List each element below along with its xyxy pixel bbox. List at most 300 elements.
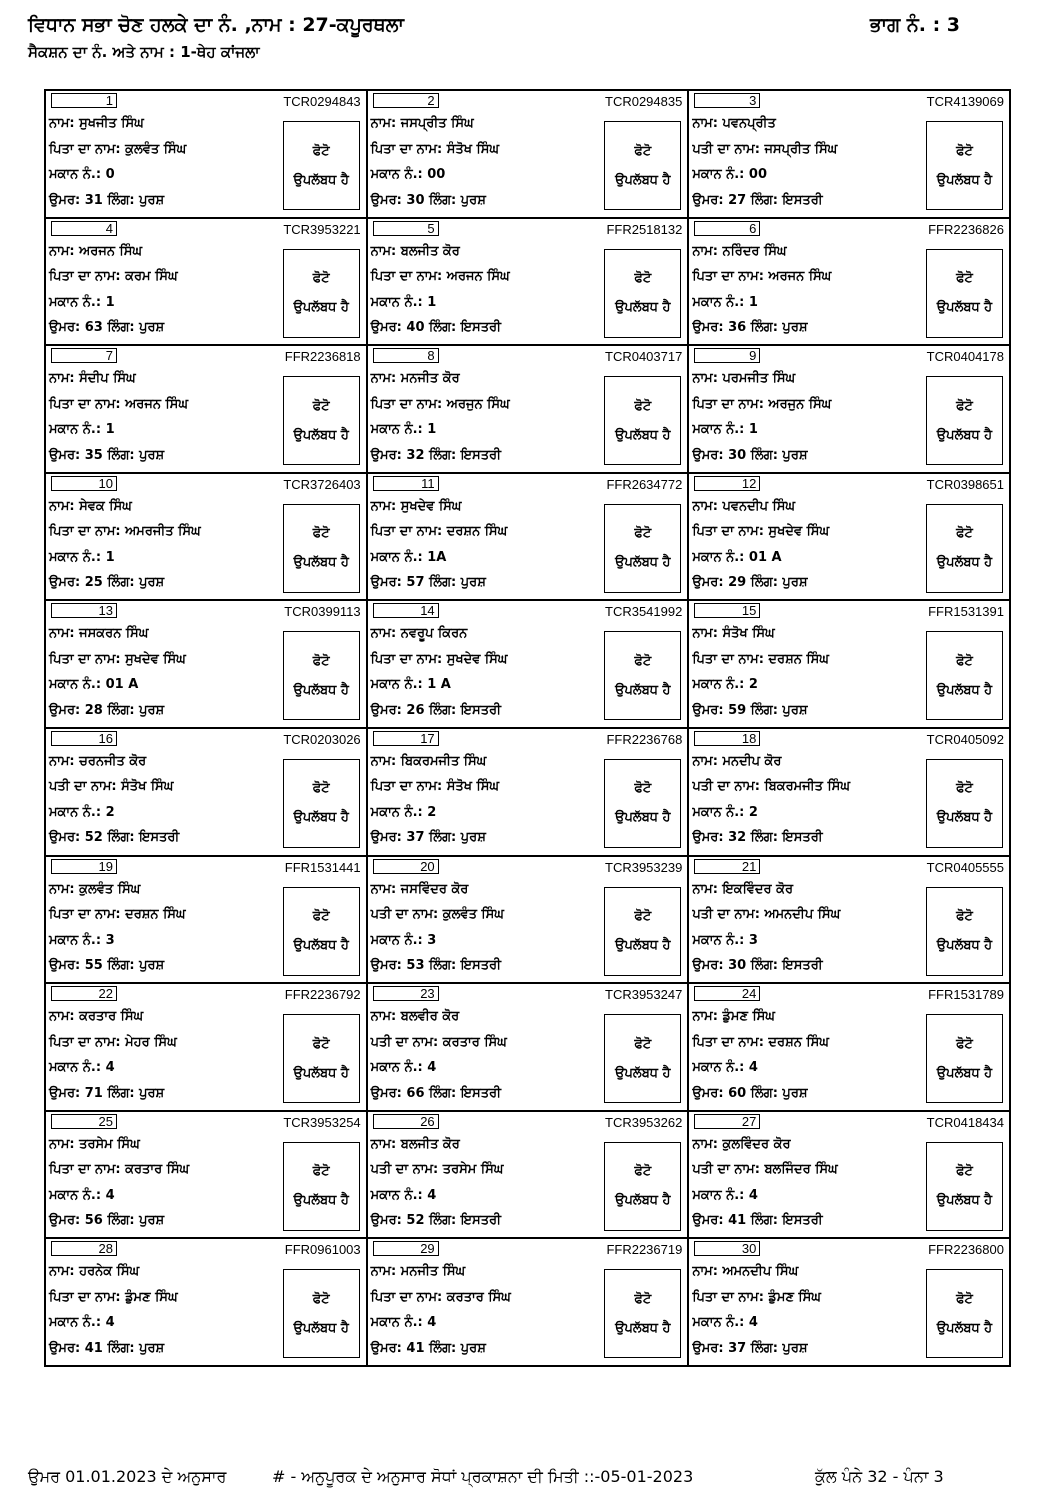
photo-label: ਫੋਟੋ (956, 526, 973, 542)
voter-card (45, 1111, 367, 1239)
photo-placeholder (604, 1269, 681, 1358)
epic-id: FFR1531441 (284, 859, 361, 875)
voter-name: ਨਾਮ: ਅਰਜਨ ਸਿੰਘ (49, 243, 143, 259)
voter-card (45, 600, 367, 728)
serial-number: 29 (373, 1241, 439, 1256)
photo-available-label: ਉਪਲੱਬਧ ਹੈ (615, 427, 671, 443)
photo-label: ਫੋਟੋ (634, 143, 652, 159)
house-number: ਮਕਾਨ ਨੰ.: 01 A (49, 677, 139, 693)
voter-name: ਨਾਮ: ਪਵਨਦੀਪ ਸਿੰਘ (692, 498, 796, 514)
photo-label: ਫੋਟੋ (312, 653, 330, 669)
house-number: ਮਕਾਨ ਨੰ.: 4 (49, 1187, 115, 1203)
relation-name: ਪਿਤਾ ਦਾ ਨਾਮ: ਦਰਸ਼ਨ ਸਿੰਘ (692, 651, 829, 667)
voter-card (367, 600, 689, 728)
voter-name: ਨਾਮ: ਜਸਕਰਨ ਸਿੰਘ (49, 626, 149, 642)
serial-number: 5 (373, 221, 439, 236)
serial-number: 15 (694, 603, 760, 618)
relation-name: ਪਿਤਾ ਦਾ ਨਾਮ: ਦਰਸ਼ਨ ਸਿੰਘ (692, 1034, 829, 1050)
voter-card (45, 728, 367, 856)
photo-label: ਫੋਟੋ (634, 1164, 652, 1180)
photo-available-label: ਉਪਲੱਬਧ ਹੈ (615, 1320, 671, 1336)
age-gender: ਉਮਰ: 30 ਲਿੰਗ: ਪੁਰਸ਼ (692, 447, 808, 463)
age-gender: ਉਮਰ: 27 ਲਿੰਗ: ਇਸਤਰੀ (692, 192, 823, 208)
serial-number: 27 (694, 1114, 760, 1129)
photo-available-label: ਉਪਲੱਬਧ ਹੈ (936, 810, 993, 826)
voter-name: ਨਾਮ: ਬਲਜੀਤ ਕੋਰ (370, 1136, 460, 1152)
photo-available-label: ਉਪਲੱਬਧ ਹੈ (293, 427, 349, 443)
age-gender: ਉਮਰ: 59 ਲਿੰਗ: ਪੁਰਸ਼ (692, 702, 808, 718)
photo-available-label: ਉਪਲੱਬਧ ਹੈ (293, 1193, 349, 1209)
photo-placeholder (926, 1142, 1003, 1231)
photo-label: ਫੋਟੋ (956, 271, 973, 287)
house-number: ਮਕਾਨ ਨੰ.: 1 (370, 422, 437, 438)
photo-label: ਫੋਟੋ (956, 653, 973, 669)
photo-available-label: ਉਪਲੱਬਧ ਹੈ (936, 427, 993, 443)
epic-id: FFR2634772 (606, 476, 683, 492)
epic-id: TCR3953254 (283, 1114, 361, 1130)
photo-available-label: ਉਪਲੱਬਧ ਹੈ (615, 682, 671, 698)
age-gender: ਉਮਰ: 56 ਲਿੰਗ: ਪੁਰਸ਼ (49, 1213, 165, 1229)
photo-available-label: ਉਪਲੱਬਧ ਹੈ (615, 810, 671, 826)
house-number: ਮਕਾਨ ਨੰ.: 4 (692, 1315, 758, 1331)
voter-card (367, 90, 689, 218)
voter-name: ਨਾਮ: ਸੁਖਦੇਵ ਸਿੰਘ (370, 498, 462, 514)
serial-number: 28 (51, 1241, 117, 1256)
age-gender: ਉਮਰ: 41 ਲਿੰਗ: ਇਸਤਰੀ (692, 1213, 823, 1229)
voter-name: ਨਾਮ: ਜਸਵਿੰਦਰ ਕੋਰ (370, 881, 469, 897)
voter-name: ਨਾਮ: ਮਨਜੀਤ ਸਿੰਘ (370, 1264, 466, 1280)
age-gender: ਉਮਰ: 57 ਲਿੰਗ: ਪੁਰਸ਼ (370, 575, 486, 591)
epic-id: TCR0405092 (926, 731, 1004, 747)
voter-card (45, 473, 367, 601)
voter-name: ਨਾਮ: ਨਰਿੰਦਰ ਸਿੰਘ (692, 243, 787, 259)
epic-id: FFR0961003 (284, 1242, 361, 1258)
voter-card (367, 1111, 689, 1239)
house-number: ਮਕਾਨ ਨੰ.: 0 (49, 167, 115, 182)
house-number: ਮਕਾਨ ਨੰ.: 4 (370, 1187, 437, 1203)
serial-number: 9 (694, 348, 760, 363)
photo-placeholder (604, 759, 681, 848)
photo-available-label: ਉਪਲੱਬਧ ਹੈ (293, 810, 349, 826)
epic-id: FFR2518132 (606, 221, 683, 237)
epic-id: FFR1531789 (928, 987, 1004, 1003)
voter-name: ਨਾਮ: ਤਰਸੇਮ ਸਿੰਘ (49, 1136, 140, 1152)
voter-name: ਨਾਮ: ਪਰਮਜੀਤ ਸਿੰਘ (692, 371, 796, 387)
age-gender: ਉਮਰ: 26 ਲਿੰਗ: ਇਸਤਰੀ (370, 702, 502, 718)
section-title: ਸੈਕਸ਼ਨ ਦਾ ਨੰ. ਅਤੇ ਨਾਮ : 1-ਥੇਹ ਕਾਂਜਲਾ (28, 43, 260, 61)
serial-number: 1 (51, 93, 117, 108)
photo-available-label: ਉਪਲੱਬਧ ਹੈ (293, 1320, 349, 1336)
serial-number: 10 (51, 476, 117, 491)
photo-placeholder (604, 1142, 681, 1231)
relation-name: ਪਿਤਾ ਦਾ ਨਾਮ: ਸੁਖਦੇਵ ਸਿੰਘ (370, 651, 508, 667)
photo-available-label: ਉਪਲੱਬਧ ਹੈ (293, 682, 349, 698)
house-number: ਮਕਾਨ ਨੰ.: 2 (370, 804, 437, 820)
relation-name: ਪਿਤਾ ਦਾ ਨਾਮ: ਕੁਲਵੰਤ ਸਿੰਘ (49, 141, 187, 157)
photo-label: ਫੋਟੋ (312, 271, 330, 287)
voter-card (688, 90, 1010, 218)
house-number: ਮਕਾਨ ਨੰ.: 1 (49, 422, 115, 438)
relation-name: ਪਤੀ ਦਾ ਨਾਮ: ਬਿਕਰਮਜੀਤ ਸਿੰਘ (692, 779, 850, 795)
photo-available-label: ਉਪਲੱਬਧ ਹੈ (936, 1065, 993, 1081)
relation-name: ਪਿਤਾ ਦਾ ਨਾਮ: ਦਰਸ਼ਨ ਸਿੰਘ (370, 524, 508, 540)
photo-label: ਫੋਟੋ (956, 1164, 973, 1180)
epic-id: TCR0203026 (283, 731, 361, 747)
age-gender: ਉਮਰ: 41 ਲਿੰਗ: ਪੁਰਸ਼ (49, 1340, 165, 1356)
epic-id: TCR3953239 (605, 859, 683, 875)
age-gender: ਉਮਰ: 53 ਲਿੰਗ: ਇਸਤਰੀ (370, 958, 502, 974)
photo-placeholder (604, 249, 681, 338)
age-gender: ਉਮਰ: 71 ਲਿੰਗ: ਪੁਰਸ਼ (49, 1085, 165, 1101)
photo-label: ਫੋਟੋ (312, 398, 330, 414)
photo-placeholder (926, 376, 1003, 465)
age-reference-note: ਉਮਰ 01.01.2023 ਦੇ ਅਨੁਸਾਰ (28, 1467, 227, 1486)
voter-name: ਨਾਮ: ਬਲਜੀਤ ਕੋਰ (370, 243, 460, 259)
photo-placeholder (604, 1014, 681, 1103)
house-number: ਮਕਾਨ ਨੰ.: 1 (692, 422, 758, 438)
photo-label: ਫੋਟੋ (634, 781, 652, 797)
voter-card (367, 473, 689, 601)
photo-label: ਫੋਟੋ (312, 781, 330, 797)
voter-name: ਨਾਮ: ਜਸਪ੍ਰੀਤ ਸਿੰਘ (370, 116, 474, 131)
voter-name: ਨਾਮ: ਇਕਵਿੰਦਰ ਕੋਰ (692, 881, 794, 897)
epic-id: FFR2236818 (284, 349, 361, 365)
voter-card (45, 856, 367, 984)
photo-label: ਫੋਟੋ (956, 909, 973, 925)
relation-name: ਪਿਤਾ ਦਾ ਨਾਮ: ਸੁਖਦੇਵ ਸਿੰਘ (49, 651, 186, 667)
photo-placeholder (283, 121, 360, 210)
voter-name: ਨਾਮ: ਕੁਲਵਿੰਦਰ ਕੋਰ (692, 1136, 791, 1152)
photo-available-label: ਉਪਲੱਬਧ ਹੈ (293, 1065, 349, 1081)
photo-placeholder (926, 631, 1003, 720)
age-gender: ਉਮਰ: 41 ਲਿੰਗ: ਪੁਰਸ਼ (370, 1340, 486, 1356)
epic-id: TCR0403717 (605, 349, 683, 365)
house-number: ਮਕਾਨ ਨੰ.: 4 (370, 1315, 437, 1331)
serial-number: 3 (694, 93, 760, 108)
voter-name: ਨਾਮ: ਹਰਨੇਕ ਸਿੰਘ (49, 1264, 140, 1280)
house-number: ਮਕਾਨ ਨੰ.: 1 (49, 294, 115, 310)
age-gender: ਉਮਰ: 60 ਲਿੰਗ: ਪੁਰਸ਼ (692, 1085, 808, 1101)
age-gender: ਉਮਰ: 37 ਲਿੰਗ: ਪੁਰਸ਼ (692, 1340, 808, 1356)
photo-placeholder (926, 249, 1003, 338)
photo-available-label: ਉਪਲੱਬਧ ਹੈ (936, 300, 993, 316)
relation-name: ਪਤੀ ਦਾ ਨਾਮ: ਸੰਤੋਖ ਸਿੰਘ (49, 779, 174, 795)
epic-id: TCR3726403 (283, 476, 361, 492)
voter-name: ਨਾਮ: ਸੰਦੀਪ ਸਿੰਘ (49, 371, 136, 387)
relation-name: ਪਿਤਾ ਦਾ ਨਾਮ: ਕਰਮ ਸਿੰਘ (49, 269, 178, 285)
voter-card (45, 90, 367, 218)
voter-grid (44, 89, 1011, 1367)
house-number: ਮਕਾਨ ਨੰ.: 1 (692, 294, 758, 310)
photo-label: ਫੋਟੋ (634, 1291, 652, 1307)
epic-id: TCR0399113 (284, 604, 361, 620)
epic-id: FFR2236792 (284, 987, 361, 1003)
photo-placeholder (926, 887, 1003, 976)
photo-label: ਫੋਟੋ (634, 909, 652, 925)
house-number: ਮਕਾਨ ਨੰ.: 3 (49, 932, 115, 948)
voter-card (688, 983, 1010, 1111)
serial-number: 19 (51, 859, 117, 874)
age-gender: ਉਮਰ: 66 ਲਿੰਗ: ਇਸਤਰੀ (370, 1085, 502, 1101)
age-gender: ਉਮਰ: 29 ਲਿੰਗ: ਪੁਰਸ਼ (692, 575, 808, 591)
age-gender: ਉਮਰ: 52 ਲਿੰਗ: ਇਸਤਰੀ (370, 1213, 502, 1229)
serial-number: 13 (51, 603, 117, 618)
house-number: ਮਕਾਨ ਨੰ.: 1 (49, 549, 115, 565)
photo-label: ਫੋਟੋ (956, 143, 973, 159)
photo-placeholder (283, 376, 360, 465)
relation-name: ਪਿਤਾ ਦਾ ਨਾਮ: ਕਰਤਾਰ ਸਿੰਘ (370, 1289, 511, 1305)
epic-id: FFR2236826 (928, 221, 1004, 237)
serial-number: 23 (373, 986, 439, 1001)
serial-number: 16 (51, 731, 117, 746)
photo-available-label: ਉਪਲੱਬਧ ਹੈ (615, 555, 671, 571)
serial-number: 26 (373, 1114, 439, 1129)
relation-name: ਪਿਤਾ ਦਾ ਨਾਮ: ਮੇਹਰ ਸਿੰਘ (49, 1034, 177, 1050)
voter-name: ਨਾਮ: ਨਵਰੂਪ ਕਿਰਨ (370, 626, 468, 642)
voter-card (45, 345, 367, 473)
house-number: ਮਕਾਨ ਨੰ.: 3 (370, 932, 437, 948)
photo-label: ਫੋਟੋ (312, 1291, 330, 1307)
age-gender: ਉਮਰ: 37 ਲਿੰਗ: ਪੁਰਸ਼ (370, 830, 486, 846)
relation-name: ਪਿਤਾ ਦਾ ਨਾਮ: ਅਰਜੁਨ ਸਿੰਘ (692, 396, 832, 412)
voter-name: ਨਾਮ: ਪਵਨਪ੍ਰੀਤ (692, 116, 776, 131)
age-gender: ਉਮਰ: 32 ਲਿੰਗ: ਇਸਤਰੀ (370, 447, 502, 463)
photo-available-label: ਉਪਲੱਬਧ ਹੈ (293, 555, 349, 571)
photo-placeholder (283, 249, 360, 338)
serial-number: 12 (694, 476, 760, 491)
relation-name: ਪਤੀ ਦਾ ਨਾਮ: ਅਮਨਦੀਪ ਸਿੰਘ (692, 907, 841, 923)
photo-available-label: ਉਪਲੱਬਧ ਹੈ (936, 1320, 993, 1336)
voter-name: ਨਾਮ: ਅਮਨਦੀਪ ਸਿੰਘ (692, 1264, 799, 1280)
relation-name: ਪਿਤਾ ਦਾ ਨਾਮ: ਕਰਤਾਰ ਸਿੰਘ (49, 1162, 190, 1178)
age-gender: ਉਮਰ: 40 ਲਿੰਗ: ਇਸਤਰੀ (370, 320, 502, 336)
photo-placeholder (283, 759, 360, 848)
voter-card (367, 1238, 689, 1366)
relation-name: ਪਿਤਾ ਦਾ ਨਾਮ: ਦਰਸ਼ਨ ਸਿੰਘ (49, 907, 186, 923)
voter-card (367, 728, 689, 856)
epic-id: TCR0405555 (926, 859, 1004, 875)
voter-card (688, 856, 1010, 984)
epic-id: TCR0294835 (605, 94, 683, 109)
serial-number: 24 (694, 986, 760, 1001)
photo-label: ਫੋਟੋ (634, 398, 652, 414)
age-gender: ਉਮਰ: 35 ਲਿੰਗ: ਪੁਰਸ਼ (49, 447, 165, 463)
photo-placeholder (926, 1269, 1003, 1358)
house-number: ਮਕਾਨ ਨੰ.: 4 (692, 1187, 758, 1203)
voter-card (367, 983, 689, 1111)
photo-label: ਫੋਟੋ (634, 1036, 652, 1052)
serial-number: 14 (373, 603, 439, 618)
house-number: ਮਕਾਨ ਨੰ.: 4 (370, 1060, 437, 1076)
house-number: ਮਕਾਨ ਨੰ.: 2 (692, 804, 758, 820)
serial-number: 17 (373, 731, 439, 746)
age-gender: ਉਮਰ: 52 ਲਿੰਗ: ਇਸਤਰੀ (49, 830, 180, 846)
voter-name: ਨਾਮ: ਕਰਤਾਰ ਸਿੰਘ (49, 1009, 144, 1025)
serial-number: 22 (51, 986, 117, 1001)
voter-name: ਨਾਮ: ਮਨਦੀਪ ਕੋਰ (692, 753, 782, 769)
epic-id: TCR3953247 (605, 987, 683, 1003)
voter-name: ਨਾਮ: ਚਰਨਜੀਤ ਕੋਰ (49, 753, 147, 769)
relation-name: ਪਿਤਾ ਦਾ ਨਾਮ: ਅਮਰਜੀਤ ਸਿੰਘ (49, 524, 201, 540)
voter-card (688, 600, 1010, 728)
photo-available-label: ਉਪਲੱਬਧ ਹੈ (936, 1193, 993, 1209)
house-number: ਮਕਾਨ ਨੰ.: 2 (692, 677, 758, 693)
serial-number: 4 (51, 221, 117, 236)
photo-available-label: ਉਪਲੱਬਧ ਹੈ (293, 938, 349, 954)
epic-id: TCR0418434 (926, 1114, 1004, 1130)
photo-placeholder (604, 504, 681, 593)
age-gender: ਉਮਰ: 63 ਲਿੰਗ: ਪੁਰਸ਼ (49, 320, 165, 336)
voter-card (688, 345, 1010, 473)
house-number: ਮਕਾਨ ਨੰ.: 1 A (370, 677, 451, 693)
voter-name: ਨਾਮ: ਬਲਵੀਰ ਕੋਰ (370, 1009, 460, 1025)
house-number: ਮਕਾਨ ਨੰ.: 01 A (692, 549, 782, 565)
photo-placeholder (283, 504, 360, 593)
age-gender: ਉਮਰ: 25 ਲਿੰਗ: ਪੁਰਸ਼ (49, 575, 165, 591)
epic-id: FFR2236768 (606, 731, 683, 747)
photo-available-label: ਉਪਲੱਬਧ ਹੈ (936, 555, 993, 571)
voter-card (45, 1238, 367, 1366)
relation-name: ਪਤੀ ਦਾ ਨਾਮ: ਜਸਪ੍ਰੀਤ ਸਿੰਘ (692, 141, 838, 157)
voter-card (45, 218, 367, 346)
age-gender: ਉਮਰ: 32 ਲਿੰਗ: ਇਸਤਰੀ (692, 830, 823, 846)
photo-label: ਫੋਟੋ (312, 526, 330, 542)
relation-name: ਪਿਤਾ ਦਾ ਨਾਮ: ਡੁੰਮਣ ਸਿੰਘ (692, 1289, 821, 1305)
epic-id: TCR0398651 (926, 476, 1004, 492)
photo-label: ਫੋਟੋ (312, 1164, 330, 1180)
voter-card (367, 345, 689, 473)
voter-card (688, 1238, 1010, 1366)
serial-number: 20 (373, 859, 439, 874)
photo-placeholder (604, 631, 681, 720)
serial-number: 30 (694, 1241, 760, 1256)
epic-id: FFR1531391 (928, 604, 1004, 620)
voter-name: ਨਾਮ: ਡੁੰਮਣ ਸਿੰਘ (692, 1009, 775, 1025)
epic-id: TCR0404178 (926, 349, 1004, 365)
voter-name: ਨਾਮ: ਮਨਜੀਤ ਕੋਰ (370, 371, 460, 387)
house-number: ਮਕਾਨ ਨੰ.: 3 (692, 932, 758, 948)
age-gender: ਉਮਰ: 30 ਲਿੰਗ: ਪੁਰਸ਼ (370, 192, 486, 208)
house-number: ਮਕਾਨ ਨੰ.: 00 (692, 167, 767, 182)
voter-card (45, 983, 367, 1111)
age-gender: ਉਮਰ: 31 ਲਿੰਗ: ਪੁਰਸ਼ (49, 192, 165, 208)
relation-name: ਪਿਤਾ ਦਾ ਨਾਮ: ਸੁਖਦੇਵ ਸਿੰਘ (692, 524, 830, 540)
page-count: ਕੁੱਲ ਪੰਨੇ 32 - ਪੰਨਾ 3 (815, 1467, 944, 1486)
relation-name: ਪਤੀ ਦਾ ਨਾਮ: ਬਲਜਿੰਦਰ ਸਿੰਘ (692, 1162, 838, 1178)
photo-available-label: ਉਪਲੱਬਧ ਹੈ (936, 682, 993, 698)
age-gender: ਉਮਰ: 36 ਲਿੰਗ: ਪੁਰਸ਼ (692, 320, 808, 336)
photo-label: ਫੋਟੋ (956, 1036, 973, 1052)
photo-available-label: ਉਪਲੱਬਧ ਹੈ (615, 938, 671, 954)
photo-placeholder (283, 887, 360, 976)
house-number: ਮਕਾਨ ਨੰ.: 4 (692, 1060, 758, 1076)
photo-placeholder (926, 504, 1003, 593)
photo-placeholder (283, 1014, 360, 1103)
relation-name: ਪਿਤਾ ਦਾ ਨਾਮ: ਡੁੰਮਣ ਸਿੰਘ (49, 1289, 178, 1305)
house-number: ਮਕਾਨ ਨੰ.: 1 (370, 294, 437, 310)
photo-available-label: ਉਪਲੱਬਧ ਹੈ (293, 172, 349, 188)
relation-name: ਪਤੀ ਦਾ ਨਾਮ: ਕੁਲਵੰਤ ਸਿੰਘ (370, 907, 504, 923)
epic-id: TCR4139069 (926, 94, 1004, 109)
photo-available-label: ਉਪਲੱਬਧ ਹੈ (615, 1193, 671, 1209)
part-number: ਭਾਗ ਨੰ. : 3 (869, 14, 960, 36)
house-number: ਮਕਾਨ ਨੰ.: 4 (49, 1060, 115, 1076)
epic-id: FFR2236719 (606, 1242, 683, 1258)
photo-placeholder (926, 759, 1003, 848)
serial-number: 8 (373, 348, 439, 363)
photo-label: ਫੋਟੋ (956, 781, 973, 797)
age-gender: ਉਮਰ: 30 ਲਿੰਗ: ਇਸਤਰੀ (692, 958, 823, 974)
photo-placeholder (926, 121, 1003, 210)
age-gender: ਉਮਰ: 55 ਲਿੰਗ: ਪੁਰਸ਼ (49, 958, 165, 974)
voter-name: ਨਾਮ: ਸੰਤੋਖ ਸਿੰਘ (692, 626, 775, 642)
age-gender: ਉਮਰ: 28 ਲਿੰਗ: ਪੁਰਸ਼ (49, 702, 165, 718)
serial-number: 21 (694, 859, 760, 874)
photo-available-label: ਉਪਲੱਬਧ ਹੈ (615, 300, 671, 316)
epic-id: TCR3953262 (605, 1114, 683, 1130)
voter-name: ਨਾਮ: ਕੁਲਵੰਤ ਸਿੰਘ (49, 881, 141, 897)
voter-card (688, 1111, 1010, 1239)
photo-placeholder (283, 1269, 360, 1358)
epic-id: FFR2236800 (928, 1242, 1004, 1258)
photo-available-label: ਉਪਲੱਬਧ ਹੈ (293, 300, 349, 316)
house-number: ਮਕਾਨ ਨੰ.: 00 (370, 167, 446, 182)
photo-placeholder (604, 121, 681, 210)
photo-available-label: ਉਪਲੱਬਧ ਹੈ (936, 172, 993, 188)
serial-number: 25 (51, 1114, 117, 1129)
photo-label: ਫੋਟੋ (634, 526, 652, 542)
voter-card (367, 218, 689, 346)
photo-placeholder (604, 887, 681, 976)
voter-card (688, 218, 1010, 346)
voter-card (688, 728, 1010, 856)
photo-available-label: ਉਪਲੱਬਧ ਹੈ (936, 938, 993, 954)
photo-label: ਫੋਟੋ (956, 398, 973, 414)
photo-placeholder (604, 376, 681, 465)
voter-name: ਨਾਮ: ਸੇਵਕ ਸਿੰਘ (49, 498, 132, 514)
voter-name: ਨਾਮ: ਬਿਕਰਮਜੀਤ ਸਿੰਘ (370, 753, 487, 769)
voter-name: ਨਾਮ: ਸੁਖਜੀਤ ਸਿੰਘ (49, 116, 144, 131)
house-number: ਮਕਾਨ ਨੰ.: 4 (49, 1315, 115, 1331)
constituency-title: ਵਿਧਾਨ ਸਭਾ ਚੋਣ ਹਲਕੇ ਦਾ ਨੰ. ,ਨਾਮ : 27-ਕਪੂਰਥਲਾ (28, 14, 404, 36)
epic-id: TCR3541992 (605, 604, 683, 620)
relation-name: ਪਿਤਾ ਦਾ ਨਾਮ: ਸੰਤੋਖ ਸਿੰਘ (370, 141, 500, 157)
relation-name: ਪਿਤਾ ਦਾ ਨਾਮ: ਅਰਜਨ ਸਿੰਘ (370, 269, 510, 285)
photo-label: ਫੋਟੋ (312, 909, 330, 925)
voter-card (688, 473, 1010, 601)
photo-label: ਫੋਟੋ (956, 1291, 973, 1307)
photo-label: ਫੋਟੋ (312, 1036, 330, 1052)
serial-number: 2 (373, 93, 439, 108)
relation-name: ਪਿਤਾ ਦਾ ਨਾਮ: ਸੰਤੋਖ ਸਿੰਘ (370, 779, 500, 795)
publication-date-note: # - ਅਨੁਪੂਰਕ ਦੇ ਅਨੁਸਾਰ ਸੋਧਾਂ ਪ੍ਰਕਾਸ਼ਨਾ ਦੀ ਮਿਤੀ ::-05-01-2023 (272, 1467, 694, 1486)
photo-label: ਫੋਟੋ (634, 271, 652, 287)
relation-name: ਪਤੀ ਦਾ ਨਾਮ: ਕਰਤਾਰ ਸਿੰਘ (370, 1034, 507, 1050)
relation-name: ਪਿਤਾ ਦਾ ਨਾਮ: ਅਰਜਨ ਸਿੰਘ (692, 269, 832, 285)
relation-name: ਪਤੀ ਦਾ ਨਾਮ: ਤਰਸੇਮ ਸਿੰਘ (370, 1162, 504, 1178)
photo-placeholder (283, 1142, 360, 1231)
house-number: ਮਕਾਨ ਨੰ.: 1A (370, 549, 447, 565)
relation-name: ਪਿਤਾ ਦਾ ਨਾਮ: ਅਰਜੁਨ ਸਿੰਘ (370, 396, 510, 412)
relation-name: ਪਿਤਾ ਦਾ ਨਾਮ: ਅਰਜਨ ਸਿੰਘ (49, 396, 189, 412)
voter-card (367, 856, 689, 984)
photo-placeholder (283, 631, 360, 720)
epic-id: TCR3953221 (283, 221, 361, 237)
serial-number: 7 (51, 348, 117, 363)
serial-number: 6 (694, 221, 760, 236)
serial-number: 11 (373, 476, 439, 491)
photo-available-label: ਉਪਲੱਬਧ ਹੈ (615, 172, 671, 188)
